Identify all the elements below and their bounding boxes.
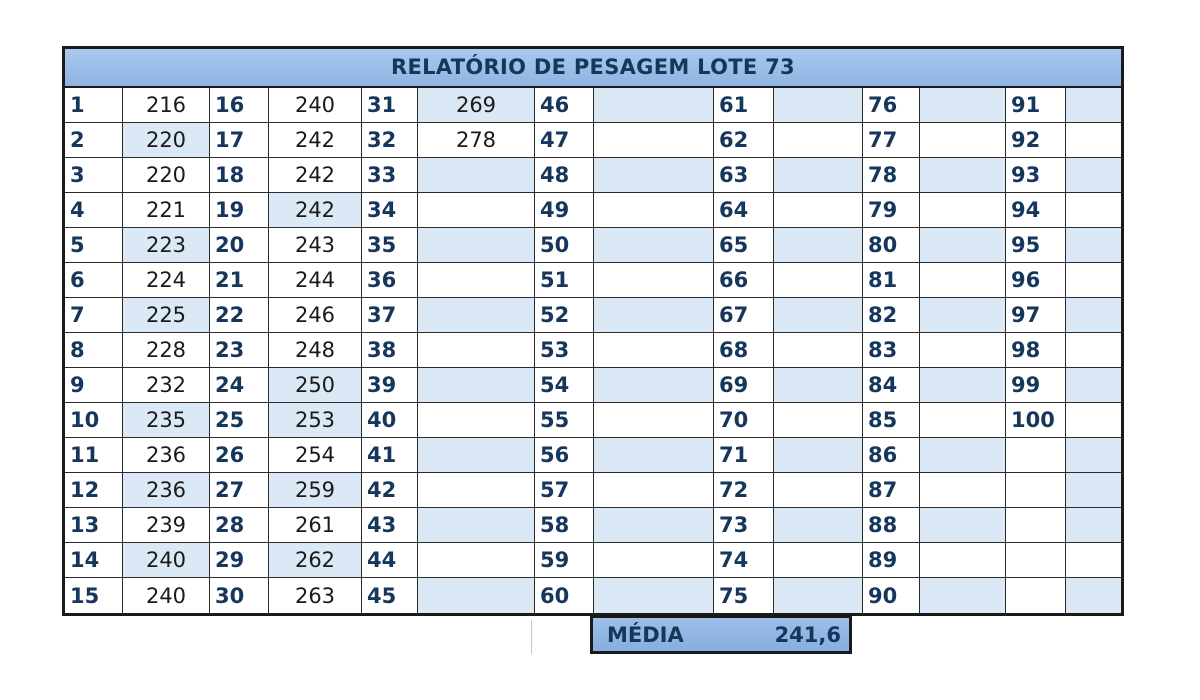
- row-number-21: 21: [210, 263, 269, 298]
- weight-value-29: 262: [269, 543, 362, 578]
- weight-value-84: [920, 368, 1006, 403]
- weight-value-91: [1066, 88, 1121, 123]
- weight-value-65: [774, 228, 863, 263]
- weight-value-17: 242: [269, 123, 362, 158]
- row-number-1: 1: [65, 88, 123, 123]
- row-number-75: 75: [714, 578, 774, 613]
- row-number-62: 62: [714, 123, 774, 158]
- row-number-50: 50: [535, 228, 594, 263]
- row-number-94: 94: [1006, 193, 1066, 228]
- row-number-56: 56: [535, 438, 594, 473]
- weight-value-67: [774, 298, 863, 333]
- row-number-13: 13: [65, 508, 123, 543]
- weight-value-104: [1066, 543, 1121, 578]
- row-number-35: 35: [362, 228, 418, 263]
- row-number-78: 78: [863, 158, 920, 193]
- weight-value-25: 253: [269, 403, 362, 438]
- weight-value-64: [774, 193, 863, 228]
- row-number-101: [1006, 438, 1066, 473]
- weight-value-56: [594, 438, 714, 473]
- weight-value-19: 242: [269, 193, 362, 228]
- weight-value-50: [594, 228, 714, 263]
- row-number-79: 79: [863, 193, 920, 228]
- weight-value-82: [920, 298, 1006, 333]
- row-number-34: 34: [362, 193, 418, 228]
- weight-value-28: 261: [269, 508, 362, 543]
- row-number-37: 37: [362, 298, 418, 333]
- row-number-57: 57: [535, 473, 594, 508]
- row-number-28: 28: [210, 508, 269, 543]
- row-number-25: 25: [210, 403, 269, 438]
- row-number-8: 8: [65, 333, 123, 368]
- weight-value-74: [774, 543, 863, 578]
- weight-value-58: [594, 508, 714, 543]
- weight-value-33: [418, 158, 535, 193]
- row-number-42: 42: [362, 473, 418, 508]
- weight-value-77: [920, 123, 1006, 158]
- row-number-11: 11: [65, 438, 123, 473]
- row-number-54: 54: [535, 368, 594, 403]
- weight-value-60: [594, 578, 714, 613]
- row-number-96: 96: [1006, 263, 1066, 298]
- weight-value-59: [594, 543, 714, 578]
- weight-value-13: 239: [123, 508, 210, 543]
- row-number-7: 7: [65, 298, 123, 333]
- row-number-30: 30: [210, 578, 269, 613]
- weight-value-70: [774, 403, 863, 438]
- row-number-88: 88: [863, 508, 920, 543]
- row-number-70: 70: [714, 403, 774, 438]
- weight-value-39: [418, 368, 535, 403]
- weight-value-72: [774, 473, 863, 508]
- weight-value-41: [418, 438, 535, 473]
- row-number-5: 5: [65, 228, 123, 263]
- row-number-85: 85: [863, 403, 920, 438]
- weight-value-36: [418, 263, 535, 298]
- row-number-74: 74: [714, 543, 774, 578]
- weight-value-3: 220: [123, 158, 210, 193]
- row-number-97: 97: [1006, 298, 1066, 333]
- weight-value-20: 243: [269, 228, 362, 263]
- row-number-71: 71: [714, 438, 774, 473]
- row-number-23: 23: [210, 333, 269, 368]
- weight-value-34: [418, 193, 535, 228]
- row-number-27: 27: [210, 473, 269, 508]
- row-number-6: 6: [65, 263, 123, 298]
- weight-value-66: [774, 263, 863, 298]
- weight-value-52: [594, 298, 714, 333]
- row-number-3: 3: [65, 158, 123, 193]
- row-number-99: 99: [1006, 368, 1066, 403]
- weight-value-40: [418, 403, 535, 438]
- weight-value-88: [920, 508, 1006, 543]
- row-number-17: 17: [210, 123, 269, 158]
- weight-value-30: 263: [269, 578, 362, 613]
- row-number-40: 40: [362, 403, 418, 438]
- row-number-39: 39: [362, 368, 418, 403]
- weight-value-5: 223: [123, 228, 210, 263]
- row-number-86: 86: [863, 438, 920, 473]
- row-number-63: 63: [714, 158, 774, 193]
- weight-value-11: 236: [123, 438, 210, 473]
- row-number-14: 14: [65, 543, 123, 578]
- weight-value-89: [920, 543, 1006, 578]
- weight-value-37: [418, 298, 535, 333]
- weight-value-55: [594, 403, 714, 438]
- weight-value-18: 242: [269, 158, 362, 193]
- weight-value-44: [418, 543, 535, 578]
- weight-value-32: 278: [418, 123, 535, 158]
- weight-value-2: 220: [123, 123, 210, 158]
- row-number-26: 26: [210, 438, 269, 473]
- weight-value-62: [774, 123, 863, 158]
- row-number-33: 33: [362, 158, 418, 193]
- weight-value-15: 240: [123, 578, 210, 613]
- weight-value-12: 236: [123, 473, 210, 508]
- row-number-72: 72: [714, 473, 774, 508]
- weight-value-75: [774, 578, 863, 613]
- report-title: RELATÓRIO DE PESAGEM LOTE 73: [65, 49, 1121, 88]
- weight-value-57: [594, 473, 714, 508]
- weight-value-48: [594, 158, 714, 193]
- row-number-10: 10: [65, 403, 123, 438]
- row-number-18: 18: [210, 158, 269, 193]
- weight-value-4: 221: [123, 193, 210, 228]
- row-number-93: 93: [1006, 158, 1066, 193]
- weight-value-42: [418, 473, 535, 508]
- weight-value-93: [1066, 158, 1121, 193]
- row-number-15: 15: [65, 578, 123, 613]
- weight-value-86: [920, 438, 1006, 473]
- row-number-48: 48: [535, 158, 594, 193]
- row-number-84: 84: [863, 368, 920, 403]
- row-number-52: 52: [535, 298, 594, 333]
- weight-value-95: [1066, 228, 1121, 263]
- row-number-46: 46: [535, 88, 594, 123]
- weight-value-31: 269: [418, 88, 535, 123]
- row-number-9: 9: [65, 368, 123, 403]
- weight-value-54: [594, 368, 714, 403]
- row-number-36: 36: [362, 263, 418, 298]
- row-number-2: 2: [65, 123, 123, 158]
- row-number-29: 29: [210, 543, 269, 578]
- row-number-58: 58: [535, 508, 594, 543]
- row-number-12: 12: [65, 473, 123, 508]
- weight-value-23: 248: [269, 333, 362, 368]
- weight-value-97: [1066, 298, 1121, 333]
- weight-value-87: [920, 473, 1006, 508]
- weight-value-63: [774, 158, 863, 193]
- row-number-38: 38: [362, 333, 418, 368]
- weight-value-94: [1066, 193, 1121, 228]
- row-number-92: 92: [1006, 123, 1066, 158]
- weight-value-22: 246: [269, 298, 362, 333]
- weight-value-43: [418, 508, 535, 543]
- row-number-4: 4: [65, 193, 123, 228]
- weight-value-9: 232: [123, 368, 210, 403]
- row-number-44: 44: [362, 543, 418, 578]
- row-number-83: 83: [863, 333, 920, 368]
- row-number-90: 90: [863, 578, 920, 613]
- row-number-105: [1006, 578, 1066, 613]
- weight-value-76: [920, 88, 1006, 123]
- row-number-91: 91: [1006, 88, 1066, 123]
- weight-value-6: 224: [123, 263, 210, 298]
- weight-value-49: [594, 193, 714, 228]
- weight-value-24: 250: [269, 368, 362, 403]
- row-number-80: 80: [863, 228, 920, 263]
- row-number-61: 61: [714, 88, 774, 123]
- row-number-77: 77: [863, 123, 920, 158]
- weight-value-96: [1066, 263, 1121, 298]
- row-number-102: [1006, 473, 1066, 508]
- divider-line: [531, 620, 532, 654]
- row-number-19: 19: [210, 193, 269, 228]
- weight-value-100: [1066, 403, 1121, 438]
- row-number-31: 31: [362, 88, 418, 123]
- mean-box: [590, 616, 852, 654]
- row-number-45: 45: [362, 578, 418, 613]
- row-number-20: 20: [210, 228, 269, 263]
- weight-value-101: [1066, 438, 1121, 473]
- weight-value-51: [594, 263, 714, 298]
- weight-value-68: [774, 333, 863, 368]
- row-number-65: 65: [714, 228, 774, 263]
- row-number-32: 32: [362, 123, 418, 158]
- weight-value-7: 225: [123, 298, 210, 333]
- weight-value-78: [920, 158, 1006, 193]
- row-number-100: 100: [1006, 403, 1066, 438]
- weight-value-53: [594, 333, 714, 368]
- weight-value-71: [774, 438, 863, 473]
- mean-value: 241,6: [774, 622, 841, 647]
- row-number-16: 16: [210, 88, 269, 123]
- row-number-89: 89: [863, 543, 920, 578]
- row-number-60: 60: [535, 578, 594, 613]
- row-number-104: [1006, 543, 1066, 578]
- weight-value-8: 228: [123, 333, 210, 368]
- weight-value-102: [1066, 473, 1121, 508]
- weight-value-83: [920, 333, 1006, 368]
- weight-value-47: [594, 123, 714, 158]
- weight-value-35: [418, 228, 535, 263]
- row-number-55: 55: [535, 403, 594, 438]
- weight-value-10: 235: [123, 403, 210, 438]
- weight-value-73: [774, 508, 863, 543]
- weight-value-14: 240: [123, 543, 210, 578]
- row-number-76: 76: [863, 88, 920, 123]
- weight-value-27: 259: [269, 473, 362, 508]
- row-number-43: 43: [362, 508, 418, 543]
- weight-value-79: [920, 193, 1006, 228]
- row-number-68: 68: [714, 333, 774, 368]
- weight-value-98: [1066, 333, 1121, 368]
- weight-value-92: [1066, 123, 1121, 158]
- weight-value-61: [774, 88, 863, 123]
- row-number-69: 69: [714, 368, 774, 403]
- row-number-95: 95: [1006, 228, 1066, 263]
- row-number-41: 41: [362, 438, 418, 473]
- row-number-66: 66: [714, 263, 774, 298]
- row-number-98: 98: [1006, 333, 1066, 368]
- weight-value-69: [774, 368, 863, 403]
- weight-value-99: [1066, 368, 1121, 403]
- row-number-67: 67: [714, 298, 774, 333]
- weight-value-16: 240: [269, 88, 362, 123]
- row-number-47: 47: [535, 123, 594, 158]
- weighing-report-table: [62, 46, 1124, 616]
- row-number-82: 82: [863, 298, 920, 333]
- mean-label: MÉDIA: [607, 622, 684, 647]
- row-number-24: 24: [210, 368, 269, 403]
- row-number-64: 64: [714, 193, 774, 228]
- weight-value-21: 244: [269, 263, 362, 298]
- weight-value-105: [1066, 578, 1121, 613]
- row-number-53: 53: [535, 333, 594, 368]
- weight-value-85: [920, 403, 1006, 438]
- weight-value-26: 254: [269, 438, 362, 473]
- weight-value-38: [418, 333, 535, 368]
- row-number-73: 73: [714, 508, 774, 543]
- weight-value-103: [1066, 508, 1121, 543]
- weight-value-90: [920, 578, 1006, 613]
- weight-value-46: [594, 88, 714, 123]
- row-number-49: 49: [535, 193, 594, 228]
- row-number-87: 87: [863, 473, 920, 508]
- weight-value-80: [920, 228, 1006, 263]
- weight-value-1: 216: [123, 88, 210, 123]
- row-number-81: 81: [863, 263, 920, 298]
- row-number-103: [1006, 508, 1066, 543]
- weight-value-45: [418, 578, 535, 613]
- weight-value-81: [920, 263, 1006, 298]
- row-number-22: 22: [210, 298, 269, 333]
- weights-grid: [65, 88, 1121, 613]
- row-number-59: 59: [535, 543, 594, 578]
- row-number-51: 51: [535, 263, 594, 298]
